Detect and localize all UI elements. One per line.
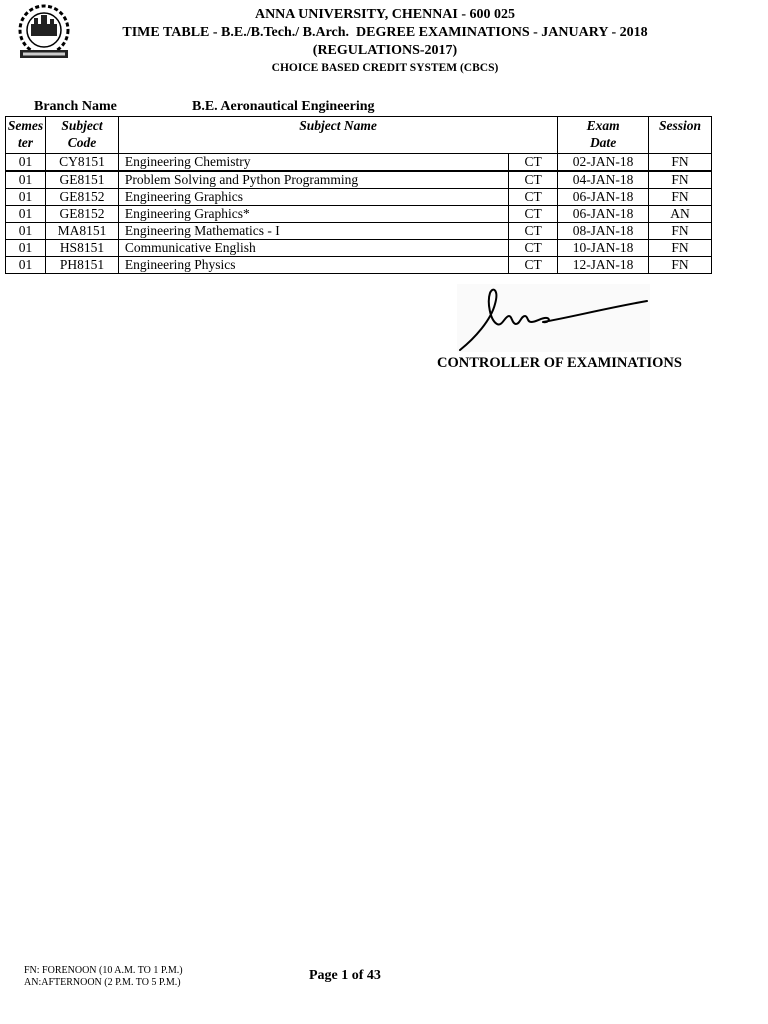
table-row — [6, 240, 712, 257]
subject-type-cell: CT — [509, 154, 558, 172]
subject-type-cell: CT — [509, 240, 558, 257]
subject-name-cell: Communicative English — [118, 240, 508, 257]
semester-cell: 01 — [6, 189, 46, 206]
table-row — [6, 189, 712, 206]
session-cell: FN — [649, 240, 712, 257]
controller-signature-label: CONTROLLER OF EXAMINATIONS — [437, 355, 682, 371]
subject-name-header: Subject Name — [118, 117, 557, 154]
subject-code-cell: GE8151 — [45, 171, 118, 189]
subject-type-cell: CT — [509, 171, 558, 189]
branch-label: Branch Name — [34, 99, 117, 114]
subject-code-cell: HS8151 — [45, 240, 118, 257]
session-cell: FN — [649, 223, 712, 240]
session-cell: FN — [649, 257, 712, 274]
exam-date-cell: 12-JAN-18 — [558, 257, 649, 274]
session-header: Session — [649, 117, 712, 154]
subject-type-cell: CT — [509, 223, 558, 240]
exam-date-header: Exam Date — [558, 117, 649, 154]
subject-name-cell: Problem Solving and Python Programming — [118, 171, 508, 189]
exam-date-cell: 10-JAN-18 — [558, 240, 649, 257]
subject-name-cell: Engineering Mathematics - I — [118, 223, 508, 240]
semester-cell: 01 — [6, 154, 46, 172]
semester-cell: 01 — [6, 257, 46, 274]
table-row — [6, 223, 712, 240]
exam-date-cell: 06-JAN-18 — [558, 206, 649, 223]
semester-cell: 01 — [6, 171, 46, 189]
semester-cell: 01 — [6, 240, 46, 257]
timetable-title: TIME TABLE - B.E./B.Tech./ B.Arch. DEGREE EXAMINATIONS - JANUARY - 2018 — [122, 25, 648, 40]
cbcs-title: CHOICE BASED CREDIT SYSTEM (CBCS) — [271, 62, 499, 74]
subject-name-cell: Engineering Graphics — [118, 189, 508, 206]
subject-code-cell: GE8152 — [45, 206, 118, 223]
session-cell: AN — [649, 206, 712, 223]
subject-code-cell: MA8151 — [45, 223, 118, 240]
session-legend — [24, 965, 183, 989]
branch-line — [34, 99, 375, 115]
subject-type-cell: CT — [509, 189, 558, 206]
subject-code-cell: PH8151 — [45, 257, 118, 274]
table-row — [6, 257, 712, 274]
regulations-title: (REGULATIONS-2017) — [312, 43, 458, 58]
table-row — [6, 171, 712, 189]
exam-date-cell: 02-JAN-18 — [558, 154, 649, 172]
subject-type-cell: CT — [509, 206, 558, 223]
legend-afternoon: AN:AFTERNOON (2 P.M. TO 5 P.M.) — [24, 977, 181, 988]
subject-code-cell: GE8152 — [45, 189, 118, 206]
exam-date-cell: 04-JAN-18 — [558, 171, 649, 189]
session-cell: FN — [649, 189, 712, 206]
subject-code-header: Subject Code — [45, 117, 118, 154]
subject-name-cell: Engineering Graphics* — [118, 206, 508, 223]
subject-name-cell: Engineering Physics — [118, 257, 508, 274]
legend-forenoon: FN: FORENOON (10 A.M. TO 1 P.M.) — [24, 965, 183, 976]
table-row — [6, 206, 712, 223]
subject-name-cell: Engineering Chemistry — [118, 154, 508, 172]
exam-date-cell: 08-JAN-18 — [558, 223, 649, 240]
university-logo-icon — [14, 4, 74, 60]
page-number: Page 1 of 43 — [309, 968, 381, 983]
table-row — [6, 154, 712, 172]
exam-date-cell: 06-JAN-18 — [558, 189, 649, 206]
timetable-table — [5, 116, 712, 274]
semester-cell: 01 — [6, 206, 46, 223]
subject-type-cell: CT — [509, 257, 558, 274]
session-cell: FN — [649, 154, 712, 172]
table-header-row — [6, 117, 712, 154]
semester-cell: 01 — [6, 223, 46, 240]
university-title: ANNA UNIVERSITY, CHENNAI - 600 025 — [254, 7, 516, 22]
subject-code-cell: CY8151 — [45, 154, 118, 172]
semester-header: Semes ter — [6, 117, 46, 154]
branch-value: B.E. Aeronautical Engineering — [192, 99, 375, 114]
signature-image — [457, 284, 650, 352]
session-cell: FN — [649, 171, 712, 189]
document-header — [80, 6, 690, 76]
